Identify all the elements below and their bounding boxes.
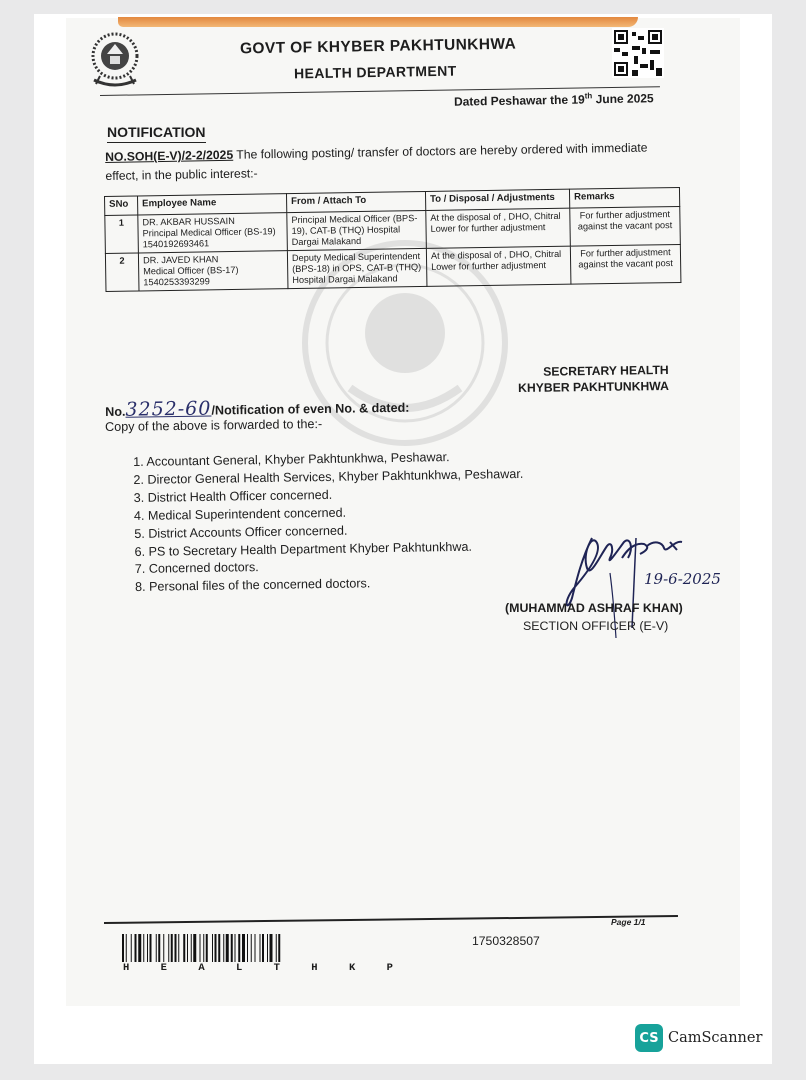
signatory-title: SECTION OFFICER (E-V) [523, 619, 669, 633]
endorsement-no-prefix: No. [105, 404, 126, 419]
transfer-table [104, 187, 681, 292]
barcode-letter: K [348, 962, 356, 974]
paper-edge-strip [118, 17, 638, 27]
transfer-table-wrapper [104, 187, 681, 292]
qr-code-icon [612, 28, 664, 78]
handwritten-signature [552, 528, 732, 653]
list-item: 1. Accountant General, Khyber Pakhtunkhwa, Peshawar. [133, 450, 450, 469]
endorsement-no-suffix: /Notification of even No. & dated: [211, 400, 410, 418]
barcode-icon [122, 934, 392, 962]
barcode-letter: L [235, 962, 243, 974]
copy-forwarded-line: Copy of the above is forwarded to the:- [105, 416, 323, 434]
employee-designation: Principal Medical Officer (BS-19) [142, 226, 276, 239]
signature-date: 19-6-2025 [644, 570, 721, 588]
signatory-name: (MUHAMMAD ASHRAF KHAN) [505, 601, 683, 615]
notification-title: NOTIFICATION [107, 124, 206, 143]
row-remarks: For further adjustment against the vacant post [570, 244, 681, 284]
notification-reference: NO.SOH(E-V)/2-2/2025 [105, 147, 234, 164]
recipient-list [133, 448, 525, 597]
barcode-letters [123, 962, 393, 974]
list-item: 6. PS to Secretary Health Department Khyber Pakhtunkhwa. [134, 539, 473, 559]
row-employee [138, 251, 288, 291]
col-header-sno: SNo [105, 196, 138, 216]
col-header-remarks: Remarks [569, 187, 679, 208]
row-from: Deputy Medical Superintendent (BPS-18) in OPS, CAT-B (THQ) Hospital Dargai Malakand [287, 248, 427, 288]
list-item: 4. Medical Superintendent concerned. [133, 505, 347, 523]
row-employee [138, 213, 288, 253]
list-item: 3. District Health Officer concerned. [133, 487, 333, 505]
barcode-letter: H [311, 962, 318, 974]
employee-name: DR. AKBAR HUSSAIN [142, 215, 235, 228]
header-government: GOVT OF KHYBER PAKHTUNKHWA [239, 35, 517, 58]
handwritten-endorsement-number: 3252-60 [125, 397, 212, 421]
date-prefix: Dated Peshawar the 19 [453, 92, 585, 109]
camscanner-name: CamScanner [668, 1030, 763, 1046]
date-suffix: June 2025 [592, 91, 654, 107]
list-item: 7. Concerned doctors. [134, 560, 259, 577]
employee-designation: Medical Officer (BS-17) [143, 264, 239, 277]
secretary-title: SECRETARY HEALTH [543, 362, 669, 379]
row-sno: 1 [105, 215, 139, 254]
employee-id: 1540253393299 [143, 276, 210, 288]
government-emblem-icon [86, 28, 144, 90]
barcode-letter: P [386, 962, 393, 974]
camscanner-logo-icon: CS [635, 1024, 663, 1052]
barcode-letter: H [123, 962, 130, 974]
row-to: At the disposal of , DHO, Chitral Lower for further adjustment [426, 246, 571, 286]
col-header-from: From / Attach To [286, 191, 425, 212]
row-remarks: For further adjustment against the vacant post [570, 206, 681, 246]
col-header-to: To / Disposal / Adjustments [425, 189, 569, 210]
barcode-letter: E [160, 962, 167, 974]
list-item: 5. District Accounts Officer concerned. [134, 523, 348, 541]
header-department: HEALTH DEPARTMENT [293, 62, 457, 82]
barcode-letter: T [273, 962, 280, 974]
barcode-letter: A [198, 962, 205, 974]
row-to: At the disposal of , DHO, Chitral Lower for further adjustment [426, 208, 571, 248]
list-item: 8. Personal files of the concerned doctors. [134, 576, 371, 595]
secretary-block [518, 362, 669, 396]
col-header-employee-name: Employee Name [138, 194, 287, 215]
notification-intro-text: The following posting/ transfer of doctors are hereby ordered with immediate effect, in the public interest:- [105, 140, 648, 183]
list-item: 2. Director General Health Services, Khyber Pakhtunkhwa, Peshawar. [133, 466, 524, 487]
camscanner-watermark [635, 1024, 762, 1052]
page-number: Page 1/1 [611, 917, 646, 927]
employee-id: 1540192693461 [142, 238, 210, 250]
date-superscript: th [584, 91, 593, 101]
employee-name: DR. JAVED KHAN [142, 254, 219, 266]
secretary-province: KHYBER PAKHTUNKHWA [518, 378, 669, 396]
row-sno: 2 [105, 253, 139, 292]
barcode-number: 1750328507 [472, 934, 540, 948]
row-from: Principal Medical Officer (BPS-19), CAT-B (THQ) Hospital Dargai Malakand [287, 210, 427, 250]
